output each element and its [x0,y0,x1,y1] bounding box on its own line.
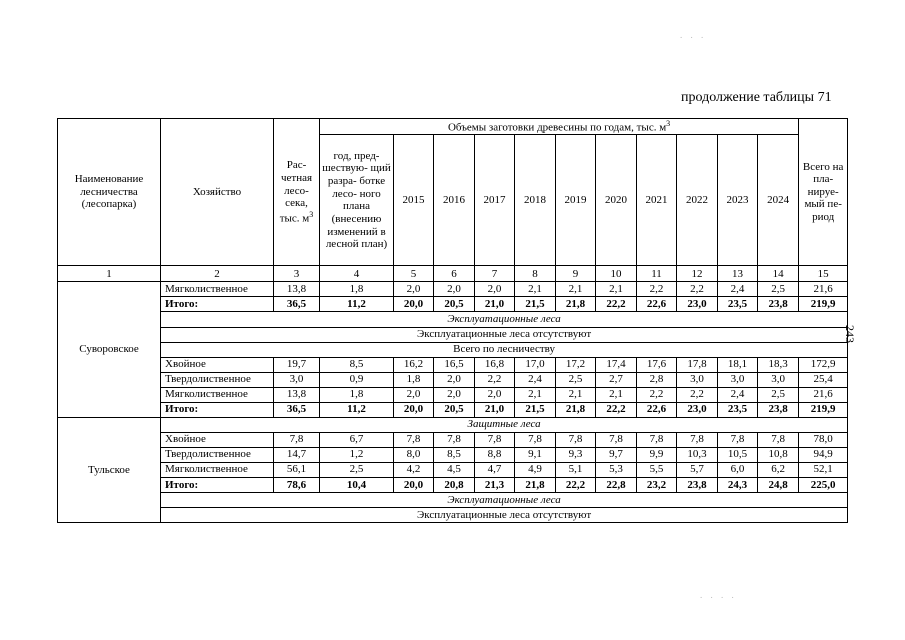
value-cell: 7,8 [677,432,718,447]
section-row [58,417,848,432]
header-prev-year: год, пред- шествую- щий разра- ботке лесо- ного плана (внесению изменений в лесной план) [320,135,394,266]
note-row [58,327,848,342]
value-cell: 10,8 [758,447,799,462]
value-cell: 18,1 [718,357,758,372]
value-cell: 20,5 [434,297,475,312]
value-cell: 9,9 [637,447,677,462]
value-cell: 4,7 [475,462,515,477]
col-number: 11 [637,266,677,282]
scan-noise: . . . [680,30,707,40]
header-year: 2022 [677,135,718,266]
value-cell: 19,7 [274,357,320,372]
value-cell: 2,4 [718,282,758,297]
value-cell: 2,1 [596,387,637,402]
farm-type-cell: Мягколиственное [161,462,274,477]
value-cell: 14,7 [274,447,320,462]
farm-type-cell: Хвойное [161,432,274,447]
section-label: Эксплуатационные леса [161,492,848,507]
value-cell: 2,2 [637,282,677,297]
header-total: Всего на пла- нируе- мый пе- риод [799,119,848,266]
header-year: 2024 [758,135,799,266]
value-cell: 23,0 [677,297,718,312]
value-cell: 1,8 [394,372,434,387]
forestry-name: Суворовское [58,282,161,417]
value-cell: 16,8 [475,357,515,372]
col-number: 1 [58,266,161,282]
col-number: 15 [799,266,848,282]
value-cell: 23,0 [677,402,718,417]
value-cell: 36,5 [274,297,320,312]
section-row [58,342,848,357]
value-cell: 2,1 [556,387,596,402]
value-cell: 21,6 [799,387,848,402]
value-cell: 8,5 [434,447,475,462]
value-cell: 3,0 [274,372,320,387]
value-cell: 20,0 [394,477,434,492]
page-number: 243 [843,325,857,343]
farm-type-cell: Итого: [161,297,274,312]
value-cell: 13,8 [274,387,320,402]
value-cell: 2,1 [596,282,637,297]
value-cell: 5,5 [637,462,677,477]
value-cell: 2,5 [758,387,799,402]
value-cell: 2,8 [637,372,677,387]
header-year: 2023 [718,135,758,266]
table-row [58,282,848,297]
col-number: 4 [320,266,394,282]
value-cell: 11,2 [320,297,394,312]
value-cell: 78,0 [799,432,848,447]
value-cell: 2,2 [475,372,515,387]
value-cell: 23,5 [718,402,758,417]
section-row [58,312,848,327]
value-cell: 6,7 [320,432,394,447]
value-cell: 24,3 [718,477,758,492]
header-year: 2020 [596,135,637,266]
forestry-name: Тульское [58,417,161,522]
value-cell: 24,8 [758,477,799,492]
table-row-total [58,402,848,417]
section-row [58,492,848,507]
value-cell: 21,0 [475,402,515,417]
value-cell: 20,8 [434,477,475,492]
value-cell: 9,1 [515,447,556,462]
value-cell: 7,8 [274,432,320,447]
value-cell: 2,5 [758,282,799,297]
value-cell: 22,6 [637,402,677,417]
value-cell: 2,5 [320,462,394,477]
continuation-label: продолжение таблицы 71 [681,90,832,105]
value-cell: 2,0 [434,372,475,387]
value-cell: 17,0 [515,357,556,372]
header-year: 2018 [515,135,556,266]
value-cell: 7,8 [637,432,677,447]
value-cell: 5,7 [677,462,718,477]
value-cell: 219,9 [799,297,848,312]
farm-type-cell: Итого: [161,477,274,492]
value-cell: 17,8 [677,357,718,372]
table-row-total [58,477,848,492]
value-cell: 17,2 [556,357,596,372]
value-cell: 172,9 [799,357,848,372]
absent-note: Эксплуатационные леса отсутствуют [161,327,848,342]
value-cell: 7,8 [596,432,637,447]
value-cell: 25,4 [799,372,848,387]
value-cell: 5,3 [596,462,637,477]
value-cell: 21,8 [515,477,556,492]
value-cell: 2,4 [718,387,758,402]
harvest-table [57,118,848,523]
col-number: 9 [556,266,596,282]
value-cell: 219,9 [799,402,848,417]
value-cell: 2,0 [434,282,475,297]
value-cell: 7,8 [718,432,758,447]
value-cell: 8,5 [320,357,394,372]
value-cell: 21,5 [515,297,556,312]
value-cell: 8,0 [394,447,434,462]
table-row [58,372,848,387]
note-row [58,507,848,522]
value-cell: 2,1 [556,282,596,297]
value-cell: 1,8 [320,282,394,297]
farm-type-cell: Мягколиственное [161,387,274,402]
value-cell: 2,1 [515,387,556,402]
value-cell: 13,8 [274,282,320,297]
value-cell: 3,0 [718,372,758,387]
col-number: 12 [677,266,718,282]
value-cell: 2,4 [515,372,556,387]
header-year: 2019 [556,135,596,266]
value-cell: 6,0 [718,462,758,477]
value-cell: 2,2 [677,282,718,297]
value-cell: 78,6 [274,477,320,492]
col-number: 10 [596,266,637,282]
table-row-total [58,297,848,312]
farm-type-cell: Итого: [161,402,274,417]
value-cell: 21,0 [475,297,515,312]
value-cell: 1,2 [320,447,394,462]
value-cell: 36,5 [274,402,320,417]
table-row [58,447,848,462]
value-cell: 17,4 [596,357,637,372]
value-cell: 9,7 [596,447,637,462]
col-number: 14 [758,266,799,282]
header-volumes-group: Объемы заготовки древесины по годам, тыс. $м^3$ [320,119,799,135]
value-cell: 2,7 [596,372,637,387]
col-number: 5 [394,266,434,282]
value-cell: 20,0 [394,402,434,417]
value-cell: 7,8 [556,432,596,447]
value-cell: 9,3 [556,447,596,462]
value-cell: 2,2 [637,387,677,402]
value-cell: 23,8 [758,297,799,312]
value-cell: 21,8 [556,402,596,417]
value-cell: 2,0 [394,282,434,297]
farm-type-cell: Твердолиственное [161,372,274,387]
col-number: 7 [475,266,515,282]
value-cell: 21,3 [475,477,515,492]
value-cell: 16,5 [434,357,475,372]
value-cell: 6,2 [758,462,799,477]
table-row [58,462,848,477]
value-cell: 23,8 [758,402,799,417]
value-cell: 1,8 [320,387,394,402]
value-cell: 21,8 [556,297,596,312]
value-cell: 2,1 [515,282,556,297]
value-cell: 2,0 [475,387,515,402]
header-year: 2015 [394,135,434,266]
value-cell: 3,0 [677,372,718,387]
value-cell: 17,6 [637,357,677,372]
table-row [58,387,848,402]
value-cell: 2,0 [434,387,475,402]
header-year: 2021 [637,135,677,266]
value-cell: 23,8 [677,477,718,492]
header-forestry: Наименование лесничества (лесопарка) [58,119,161,266]
value-cell: 22,2 [596,297,637,312]
farm-type-cell: Мягколиственное [161,282,274,297]
value-cell: 7,8 [758,432,799,447]
value-cell: 3,0 [758,372,799,387]
value-cell: 7,8 [515,432,556,447]
value-cell: 56,1 [274,462,320,477]
col-number: 8 [515,266,556,282]
col-number: 3 [274,266,320,282]
value-cell: 23,2 [637,477,677,492]
farm-type-cell: Твердолиственное [161,447,274,462]
value-cell: 4,5 [434,462,475,477]
value-cell: 225,0 [799,477,848,492]
col-number: 13 [718,266,758,282]
value-cell: 7,8 [475,432,515,447]
forestry-total-label: Всего по лесничеству [161,342,848,357]
value-cell: 8,8 [475,447,515,462]
value-cell: 0,9 [320,372,394,387]
value-cell: 2,0 [394,387,434,402]
header-farm: Хозяйство [161,119,274,266]
section-label: Защитные леса [161,417,848,432]
value-cell: 21,6 [799,282,848,297]
header-year: 2017 [475,135,515,266]
value-cell: 2,5 [556,372,596,387]
value-cell: 7,8 [434,432,475,447]
value-cell: 22,6 [637,297,677,312]
value-cell: 20,5 [434,402,475,417]
value-cell: 10,5 [718,447,758,462]
value-cell: 22,2 [596,402,637,417]
header-year: 2016 [434,135,475,266]
value-cell: 23,5 [718,297,758,312]
table-row [58,357,848,372]
value-cell: 5,1 [556,462,596,477]
value-cell: 16,2 [394,357,434,372]
scan-noise: . . . . [700,590,737,600]
value-cell: 4,9 [515,462,556,477]
value-cell: 4,2 [394,462,434,477]
col-number: 6 [434,266,475,282]
absent-note: Эксплуатационные леса отсутствуют [161,507,848,522]
value-cell: 10,3 [677,447,718,462]
value-cell: 94,9 [799,447,848,462]
farm-type-cell: Хвойное [161,357,274,372]
col-number: 2 [161,266,274,282]
value-cell: 18,3 [758,357,799,372]
value-cell: 2,2 [677,387,718,402]
value-cell: 22,8 [596,477,637,492]
value-cell: 52,1 [799,462,848,477]
value-cell: 2,0 [475,282,515,297]
value-cell: 21,5 [515,402,556,417]
column-number-row [58,266,848,282]
value-cell: 10,4 [320,477,394,492]
value-cell: 11,2 [320,402,394,417]
section-label: Эксплуатационные леса [161,312,848,327]
header-cut: Рас- четная лесо- сека, тыс. $м^3$ [274,119,320,266]
value-cell: 20,0 [394,297,434,312]
table-row [58,432,848,447]
value-cell: 7,8 [394,432,434,447]
value-cell: 22,2 [556,477,596,492]
